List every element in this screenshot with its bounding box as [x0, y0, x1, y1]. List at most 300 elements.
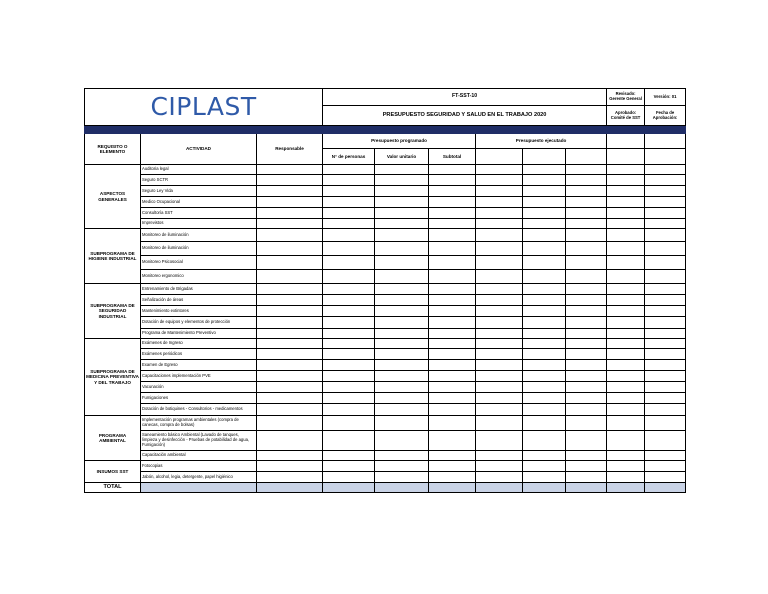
budget-cell[interactable] — [645, 197, 686, 208]
budget-cell[interactable] — [323, 242, 375, 256]
budget-cell[interactable] — [566, 451, 607, 461]
budget-cell[interactable] — [429, 451, 476, 461]
budget-cell[interactable] — [323, 165, 375, 175]
budget-cell[interactable] — [375, 242, 429, 256]
fecha-cell: Fecha de Aprobación: — [645, 106, 686, 126]
budget-cell[interactable] — [323, 284, 375, 295]
budget-cell[interactable] — [429, 229, 476, 242]
budget-cell[interactable] — [645, 219, 686, 229]
budget-cell[interactable] — [645, 186, 686, 197]
budget-cell[interactable] — [476, 197, 523, 208]
budget-cell[interactable] — [375, 472, 429, 483]
budget-cell[interactable] — [523, 175, 566, 186]
budget-cell[interactable] — [476, 451, 523, 461]
budget-cell[interactable] — [257, 461, 323, 472]
budget-cell[interactable] — [257, 165, 323, 175]
budget-cell[interactable] — [375, 175, 429, 186]
budget-cell[interactable] — [523, 186, 566, 197]
budget-sheet — [84, 88, 685, 493]
budget-cell[interactable] — [429, 360, 476, 371]
budget-cell[interactable] — [375, 229, 429, 242]
budget-cell[interactable] — [375, 431, 429, 451]
budget-table — [84, 88, 686, 493]
budget-cell[interactable] — [607, 431, 645, 451]
budget-cell[interactable] — [607, 461, 645, 472]
activity-cell: Consultoría SST — [141, 208, 257, 219]
budget-cell[interactable] — [645, 256, 686, 270]
budget-cell[interactable] — [566, 461, 607, 472]
table-row — [85, 306, 686, 317]
doc-code: FT-SST-10 — [323, 89, 607, 106]
budget-cell[interactable] — [257, 329, 323, 339]
budget-cell[interactable] — [429, 197, 476, 208]
total-cell — [375, 483, 429, 493]
budget-cell[interactable] — [323, 229, 375, 242]
budget-cell[interactable] — [257, 451, 323, 461]
budget-cell[interactable] — [476, 219, 523, 229]
budget-cell[interactable] — [476, 208, 523, 219]
budget-cell[interactable] — [257, 382, 323, 393]
activity-cell: Entrenamiento de Brigadas — [141, 284, 257, 295]
budget-cell[interactable] — [607, 329, 645, 339]
budget-cell[interactable] — [607, 306, 645, 317]
budget-cell[interactable] — [323, 382, 375, 393]
budget-cell[interactable] — [323, 349, 375, 360]
table-row — [85, 270, 686, 284]
budget-cell[interactable] — [476, 186, 523, 197]
budget-cell[interactable] — [323, 393, 375, 404]
budget-cell[interactable] — [323, 306, 375, 317]
budget-cell[interactable] — [429, 186, 476, 197]
budget-cell[interactable] — [566, 393, 607, 404]
budget-cell[interactable] — [429, 317, 476, 329]
budget-cell[interactable] — [476, 404, 523, 416]
table-row — [85, 284, 686, 295]
budget-cell[interactable] — [645, 472, 686, 483]
budget-cell[interactable] — [257, 208, 323, 219]
budget-cell[interactable] — [566, 270, 607, 284]
budget-cell[interactable] — [607, 360, 645, 371]
budget-cell[interactable] — [645, 360, 686, 371]
budget-cell[interactable] — [323, 317, 375, 329]
col-requisito: REQUISITO O ELEMENTO — [85, 134, 141, 165]
table-row — [85, 393, 686, 404]
activity-cell: Fumigaciones — [141, 393, 257, 404]
budget-cell[interactable] — [607, 242, 645, 256]
budget-cell[interactable] — [429, 270, 476, 284]
budget-cell[interactable] — [323, 208, 375, 219]
budget-cell[interactable] — [523, 270, 566, 284]
budget-cell[interactable] — [476, 256, 523, 270]
activity-cell: Seguro Ley Vida — [141, 186, 257, 197]
budget-cell[interactable] — [476, 461, 523, 472]
budget-cell[interactable] — [257, 175, 323, 186]
budget-cell[interactable] — [607, 165, 645, 175]
col-responsable: Responsable — [257, 134, 323, 165]
budget-cell[interactable] — [429, 339, 476, 349]
table-row — [85, 175, 686, 186]
budget-cell[interactable] — [375, 371, 429, 382]
budget-cell[interactable] — [429, 219, 476, 229]
budget-cell[interactable] — [607, 404, 645, 416]
budget-cell[interactable] — [257, 404, 323, 416]
budget-cell[interactable] — [476, 371, 523, 382]
budget-cell[interactable] — [607, 451, 645, 461]
budget-cell[interactable] — [523, 219, 566, 229]
budget-cell[interactable] — [645, 349, 686, 360]
table-row — [85, 431, 686, 451]
table-row — [85, 360, 686, 371]
budget-cell[interactable] — [645, 284, 686, 295]
budget-cell[interactable] — [523, 339, 566, 349]
activity-cell: Dotación de equipos y elementos de protección — [141, 317, 257, 329]
budget-cell[interactable] — [566, 472, 607, 483]
budget-cell[interactable] — [429, 242, 476, 256]
budget-cell[interactable] — [645, 165, 686, 175]
budget-cell[interactable] — [429, 461, 476, 472]
budget-cell[interactable] — [476, 472, 523, 483]
budget-cell[interactable] — [645, 329, 686, 339]
budget-cell[interactable] — [607, 382, 645, 393]
total-cell — [323, 483, 375, 493]
budget-cell[interactable] — [257, 229, 323, 242]
budget-cell[interactable] — [523, 431, 566, 451]
budget-cell[interactable] — [523, 284, 566, 295]
budget-cell[interactable] — [375, 404, 429, 416]
budget-cell[interactable] — [523, 416, 566, 431]
budget-cell[interactable] — [375, 360, 429, 371]
budget-cell[interactable] — [323, 461, 375, 472]
budget-cell[interactable] — [323, 197, 375, 208]
budget-cell[interactable] — [323, 186, 375, 197]
budget-cell[interactable] — [645, 317, 686, 329]
table-row — [85, 461, 686, 472]
version-cell: Versión: 01 — [645, 89, 686, 106]
budget-cell[interactable] — [429, 295, 476, 306]
budget-cell[interactable] — [375, 349, 429, 360]
budget-cell[interactable] — [566, 360, 607, 371]
budget-cell[interactable] — [523, 329, 566, 339]
budget-cell[interactable] — [566, 382, 607, 393]
budget-cell[interactable] — [375, 197, 429, 208]
aprobado-cell: Aprobado: Comité de SST — [607, 106, 645, 126]
budget-cell[interactable] — [429, 208, 476, 219]
budget-cell[interactable] — [645, 404, 686, 416]
budget-cell[interactable] — [257, 284, 323, 295]
table-row — [85, 371, 686, 382]
activity-cell: Examen de Egreso — [141, 360, 257, 371]
company-logo — [85, 89, 323, 126]
budget-cell[interactable] — [375, 306, 429, 317]
total-cell — [566, 483, 607, 493]
budget-cell[interactable] — [323, 270, 375, 284]
budget-cell[interactable] — [375, 393, 429, 404]
budget-cell[interactable] — [323, 256, 375, 270]
budget-cell[interactable] — [323, 329, 375, 339]
budget-cell[interactable] — [566, 197, 607, 208]
budget-cell[interactable] — [523, 208, 566, 219]
budget-cell[interactable] — [566, 306, 607, 317]
budget-cell[interactable] — [523, 165, 566, 175]
activity-cell: Capacitación ambiental — [141, 451, 257, 461]
budget-cell[interactable] — [257, 219, 323, 229]
table-row — [85, 197, 686, 208]
budget-cell[interactable] — [523, 295, 566, 306]
col-actividad: ACTIVIDAD — [141, 134, 257, 165]
budget-cell[interactable] — [375, 382, 429, 393]
budget-cell[interactable] — [429, 349, 476, 360]
section-label: ASPECTOS GENERALES — [85, 165, 141, 229]
budget-cell[interactable] — [375, 295, 429, 306]
budget-cell[interactable] — [523, 256, 566, 270]
budget-cell[interactable] — [323, 360, 375, 371]
budget-cell[interactable] — [476, 175, 523, 186]
budget-cell[interactable] — [566, 295, 607, 306]
revisado-cell: Revisado: Gerente General — [607, 89, 645, 106]
table-row — [85, 295, 686, 306]
budget-cell[interactable] — [375, 317, 429, 329]
budget-cell[interactable] — [566, 208, 607, 219]
budget-cell[interactable] — [476, 416, 523, 431]
budget-cell[interactable] — [375, 165, 429, 175]
budget-cell[interactable] — [429, 416, 476, 431]
budget-cell[interactable] — [476, 317, 523, 329]
budget-cell[interactable] — [523, 404, 566, 416]
budget-cell[interactable] — [523, 393, 566, 404]
budget-cell[interactable] — [375, 416, 429, 431]
total-cell — [523, 483, 566, 493]
budget-cell[interactable] — [566, 256, 607, 270]
budget-cell[interactable] — [607, 295, 645, 306]
budget-cell[interactable] — [566, 431, 607, 451]
budget-cell[interactable] — [645, 461, 686, 472]
budget-cell[interactable] — [375, 208, 429, 219]
budget-cell[interactable] — [645, 270, 686, 284]
budget-cell[interactable] — [375, 329, 429, 339]
budget-cell[interactable] — [523, 472, 566, 483]
budget-cell[interactable] — [607, 317, 645, 329]
budget-cell[interactable] — [476, 360, 523, 371]
budget-cell[interactable] — [375, 284, 429, 295]
budget-cell[interactable] — [645, 306, 686, 317]
budget-cell[interactable] — [607, 371, 645, 382]
budget-cell[interactable] — [607, 339, 645, 349]
budget-cell[interactable] — [476, 329, 523, 339]
budget-cell[interactable] — [523, 382, 566, 393]
budget-cell[interactable] — [523, 317, 566, 329]
budget-cell[interactable] — [257, 256, 323, 270]
section-label: SUBPROGRAMA DE MEDICINA PREVENTIVA Y DEL TRABAJO — [85, 339, 141, 416]
budget-cell[interactable] — [375, 256, 429, 270]
budget-cell[interactable] — [476, 242, 523, 256]
budget-cell[interactable] — [566, 329, 607, 339]
budget-cell[interactable] — [645, 451, 686, 461]
budget-cell[interactable] — [375, 451, 429, 461]
budget-cell[interactable] — [566, 175, 607, 186]
budget-cell[interactable] — [257, 306, 323, 317]
activity-cell: Imprevistos — [141, 219, 257, 229]
budget-cell[interactable] — [476, 295, 523, 306]
budget-cell[interactable] — [645, 242, 686, 256]
budget-cell[interactable] — [566, 242, 607, 256]
budget-cell[interactable] — [476, 339, 523, 349]
budget-cell[interactable] — [476, 431, 523, 451]
activity-cell: Seguro SCTR — [141, 175, 257, 186]
budget-cell[interactable] — [257, 360, 323, 371]
budget-cell[interactable] — [645, 393, 686, 404]
budget-cell[interactable] — [323, 416, 375, 431]
budget-cell[interactable] — [607, 349, 645, 360]
total-cell — [607, 483, 645, 493]
col-programado: Presupuesto programado — [323, 134, 476, 149]
activity-cell: Dotación de botiquines - Consultorios - medicamentos — [141, 404, 257, 416]
budget-cell[interactable] — [523, 242, 566, 256]
budget-cell[interactable] — [607, 229, 645, 242]
budget-cell[interactable] — [429, 382, 476, 393]
budget-cell[interactable] — [476, 165, 523, 175]
budget-cell[interactable] — [257, 186, 323, 197]
budget-cell[interactable] — [523, 306, 566, 317]
budget-cell[interactable] — [607, 472, 645, 483]
budget-cell[interactable] — [429, 404, 476, 416]
budget-cell[interactable] — [476, 393, 523, 404]
budget-cell[interactable] — [429, 175, 476, 186]
table-row — [85, 339, 686, 349]
budget-cell[interactable] — [607, 256, 645, 270]
budget-cell[interactable] — [566, 186, 607, 197]
budget-cell[interactable] — [257, 349, 323, 360]
budget-cell[interactable] — [257, 431, 323, 451]
budget-cell[interactable] — [645, 371, 686, 382]
budget-cell[interactable] — [323, 371, 375, 382]
activity-cell: Fotocopias — [141, 461, 257, 472]
budget-cell[interactable] — [566, 349, 607, 360]
budget-cell[interactable] — [607, 270, 645, 284]
budget-cell[interactable] — [607, 393, 645, 404]
activity-cell: Monitoreo ergonomico — [141, 270, 257, 284]
budget-cell[interactable] — [566, 219, 607, 229]
budget-cell[interactable] — [645, 382, 686, 393]
budget-cell[interactable] — [429, 165, 476, 175]
budget-cell[interactable] — [607, 175, 645, 186]
col-personas: N° de personas — [323, 149, 375, 165]
table-row — [85, 219, 686, 229]
budget-cell[interactable] — [375, 339, 429, 349]
budget-cell[interactable] — [375, 270, 429, 284]
col-subtotal: Subtotal — [429, 149, 476, 165]
budget-cell[interactable] — [323, 451, 375, 461]
budget-cell[interactable] — [429, 329, 476, 339]
budget-cell[interactable] — [523, 461, 566, 472]
budget-cell[interactable] — [476, 382, 523, 393]
budget-cell[interactable] — [257, 393, 323, 404]
budget-cell[interactable] — [566, 339, 607, 349]
budget-cell[interactable] — [645, 208, 686, 219]
budget-cell[interactable] — [476, 284, 523, 295]
budget-cell[interactable] — [257, 416, 323, 431]
budget-cell[interactable] — [476, 270, 523, 284]
budget-cell[interactable] — [645, 175, 686, 186]
budget-cell[interactable] — [429, 393, 476, 404]
budget-cell[interactable] — [375, 219, 429, 229]
budget-cell[interactable] — [375, 186, 429, 197]
budget-cell[interactable] — [566, 165, 607, 175]
activity-cell: Implementación programas ambientales (compra de canecas, compra de bolsas) — [141, 416, 257, 431]
table-row — [85, 242, 686, 256]
budget-cell[interactable] — [323, 472, 375, 483]
budget-cell[interactable] — [257, 295, 323, 306]
activity-cell: Monitoreo de iluminación — [141, 229, 257, 242]
budget-cell[interactable] — [523, 349, 566, 360]
budget-cell[interactable] — [607, 208, 645, 219]
budget-cell[interactable] — [607, 284, 645, 295]
budget-cell[interactable] — [645, 416, 686, 431]
table-row — [85, 349, 686, 360]
budget-cell[interactable] — [523, 451, 566, 461]
budget-cell[interactable] — [257, 339, 323, 349]
total-cell — [429, 483, 476, 493]
budget-cell[interactable] — [476, 306, 523, 317]
budget-cell[interactable] — [645, 229, 686, 242]
budget-cell[interactable] — [476, 349, 523, 360]
budget-cell[interactable] — [645, 431, 686, 451]
budget-cell[interactable] — [523, 360, 566, 371]
budget-cell[interactable] — [257, 472, 323, 483]
budget-cell[interactable] — [257, 317, 323, 329]
budget-cell[interactable] — [323, 175, 375, 186]
budget-cell[interactable] — [607, 197, 645, 208]
budget-cell[interactable] — [566, 371, 607, 382]
budget-cell[interactable] — [257, 242, 323, 256]
budget-cell[interactable] — [523, 229, 566, 242]
budget-cell[interactable] — [429, 472, 476, 483]
budget-cell[interactable] — [323, 295, 375, 306]
budget-cell[interactable] — [429, 431, 476, 451]
budget-cell[interactable] — [476, 229, 523, 242]
budget-cell[interactable] — [323, 219, 375, 229]
budget-cell[interactable] — [566, 317, 607, 329]
budget-cell[interactable] — [607, 219, 645, 229]
budget-cell[interactable] — [429, 306, 476, 317]
budget-cell[interactable] — [323, 431, 375, 451]
budget-cell[interactable] — [257, 197, 323, 208]
budget-cell[interactable] — [566, 284, 607, 295]
budget-cell[interactable] — [257, 270, 323, 284]
budget-cell[interactable] — [429, 371, 476, 382]
budget-cell[interactable] — [566, 229, 607, 242]
budget-cell[interactable] — [429, 256, 476, 270]
activity-cell: Monitoreo Psicosocial — [141, 256, 257, 270]
budget-cell[interactable] — [607, 186, 645, 197]
budget-cell[interactable] — [323, 339, 375, 349]
budget-cell[interactable] — [566, 416, 607, 431]
budget-cell[interactable] — [645, 339, 686, 349]
budget-cell[interactable] — [375, 461, 429, 472]
table-row — [85, 256, 686, 270]
budget-cell[interactable] — [566, 404, 607, 416]
budget-cell[interactable] — [429, 284, 476, 295]
budget-cell[interactable] — [323, 404, 375, 416]
budget-cell[interactable] — [645, 295, 686, 306]
budget-cell[interactable] — [523, 371, 566, 382]
table-row — [85, 329, 686, 339]
budget-cell[interactable] — [607, 416, 645, 431]
table-row — [85, 165, 686, 175]
budget-cell[interactable] — [257, 371, 323, 382]
activity-cell: Saneamiento básico Ambiental (Lavado de tanques, limpieza y desinfección - Pruebas de potabilidad de agua, Fumigación) — [141, 431, 257, 451]
budget-cell[interactable] — [523, 197, 566, 208]
section-label: SUBPROGRAMA DE HIGIENE INDUSTRIAL — [85, 229, 141, 284]
